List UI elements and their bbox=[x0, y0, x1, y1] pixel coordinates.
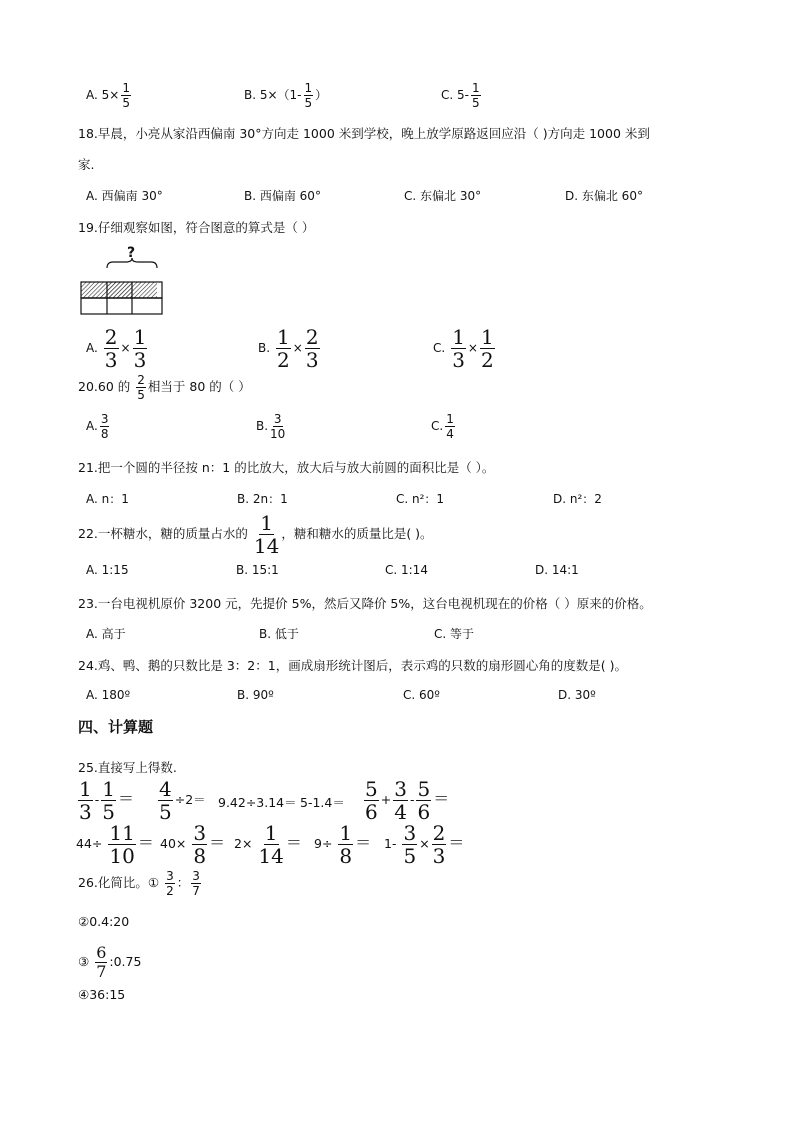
q26-stem bbox=[78, 870, 203, 897]
fraction bbox=[432, 823, 447, 866]
numerator: 2 bbox=[432, 821, 446, 845]
numerator: 6 bbox=[96, 943, 107, 962]
option-label: A. bbox=[86, 341, 98, 355]
fraction bbox=[133, 327, 148, 370]
denominator: 8 bbox=[193, 844, 207, 868]
operator: × bbox=[419, 836, 430, 851]
q23-option-b[interactable]: B. 低于 bbox=[259, 627, 299, 641]
q18-option-a[interactable]: A. 西偏南 30° bbox=[86, 189, 163, 203]
expr-pre: 40× bbox=[160, 836, 187, 851]
q17-option-a[interactable] bbox=[86, 82, 133, 109]
fraction bbox=[451, 327, 466, 370]
q25-stem: 25.直接写上得数. bbox=[78, 760, 177, 775]
denominator: 5 bbox=[471, 96, 480, 110]
operator: - bbox=[94, 792, 100, 807]
q18-option-d[interactable]: D. 东偏北 60° bbox=[565, 189, 643, 203]
numerator: 1 bbox=[102, 777, 115, 801]
denominator: 6 bbox=[365, 800, 378, 824]
q25-row1-expr4: 5-1.4＝ bbox=[300, 795, 345, 810]
option-suffix: ） bbox=[315, 88, 328, 102]
q22-stem-post: ，糖和糖水的质量比是( )。 bbox=[281, 526, 433, 541]
option-label: C. bbox=[433, 341, 446, 355]
q20-stem-pre: 20.60 的 bbox=[78, 379, 131, 394]
q18-option-b[interactable]: B. 西偏南 60° bbox=[244, 189, 321, 203]
option-label: B. bbox=[256, 419, 269, 433]
q20-option-b[interactable] bbox=[256, 413, 287, 440]
fraction bbox=[304, 82, 314, 109]
fraction bbox=[393, 779, 408, 822]
expr-pre: 9÷ bbox=[314, 836, 333, 851]
q25-row2-expr2 bbox=[160, 823, 225, 866]
double-shaded-section bbox=[107, 282, 132, 298]
numerator: 1 bbox=[480, 325, 494, 349]
numerator: 3 bbox=[193, 821, 207, 845]
denominator: 5 bbox=[304, 96, 313, 110]
denominator: 10 bbox=[109, 844, 135, 868]
denominator: 7 bbox=[96, 962, 107, 981]
operator: × bbox=[292, 341, 303, 355]
q24-option-c[interactable]: C. 60º bbox=[403, 688, 440, 702]
fraction bbox=[192, 823, 207, 866]
numerator: 3 bbox=[100, 412, 109, 426]
denominator: 2 bbox=[166, 884, 174, 898]
numerator: 3 bbox=[192, 869, 200, 883]
fraction bbox=[101, 779, 116, 822]
denominator: 14 bbox=[258, 844, 284, 868]
section-heading: 四、计算题 bbox=[78, 718, 154, 736]
option-label: C. 5- bbox=[441, 88, 469, 102]
denominator: 2 bbox=[277, 348, 290, 372]
operator: × bbox=[467, 341, 478, 355]
q19-option-c[interactable] bbox=[433, 327, 497, 370]
fraction bbox=[276, 327, 291, 370]
fraction bbox=[104, 327, 119, 370]
denominator: 8 bbox=[100, 427, 109, 441]
option-label: C. bbox=[431, 419, 444, 433]
option-label: A. 5× bbox=[86, 88, 120, 102]
q24-option-a[interactable]: A. 180º bbox=[86, 688, 131, 702]
q21-option-b[interactable]: B. 2n：1 bbox=[237, 492, 288, 506]
numerator: 1 bbox=[260, 511, 273, 535]
q23-stem: 23.一台电视机原价 3200 元，先提价 5%，然后又降价 5%，这台电视机现在的价格（ ）原来的价格。 bbox=[78, 596, 652, 611]
q22-stem-pre: 22.一杯糖水，糖的质量占水的 bbox=[78, 526, 248, 541]
q23-option-a[interactable]: A. 高于 bbox=[86, 627, 126, 641]
q26-item4: ④36:15 bbox=[78, 987, 126, 1002]
q21-option-a[interactable]: A. n：1 bbox=[86, 492, 129, 506]
fraction bbox=[100, 413, 110, 440]
equals: ＝ bbox=[117, 789, 134, 808]
q18-stem-line1: 18.早晨，小亮从家沿西偏南 30°方向走 1000 米到学校，晚上放学原路返回应沿（ )方向走 1000 米到 bbox=[78, 126, 650, 141]
numerator: 3 bbox=[273, 412, 282, 426]
numerator: 1 bbox=[446, 412, 454, 426]
q19-bar-diagram bbox=[76, 258, 166, 318]
q18-stem-line2: 家. bbox=[78, 157, 95, 172]
numerator: 1 bbox=[452, 325, 465, 349]
numerator: 3 bbox=[403, 821, 417, 845]
item-marker: ③ bbox=[78, 954, 90, 969]
fraction bbox=[338, 823, 353, 866]
q20-option-a[interactable] bbox=[86, 413, 111, 440]
ratio-separator: ： bbox=[176, 875, 190, 890]
denominator: 4 bbox=[394, 800, 407, 824]
numerator: 2 bbox=[305, 325, 319, 349]
denominator: 3 bbox=[305, 348, 319, 372]
numerator: 1 bbox=[339, 821, 353, 845]
denominator: 7 bbox=[192, 884, 200, 898]
fraction bbox=[416, 779, 431, 822]
q22-stem bbox=[78, 513, 433, 556]
numerator: 3 bbox=[166, 869, 174, 883]
denominator: 3 bbox=[79, 800, 92, 824]
denominator: 3 bbox=[104, 348, 118, 372]
denominator: 3 bbox=[432, 844, 446, 868]
numerator: 1 bbox=[304, 81, 313, 95]
denominator: 6 bbox=[417, 800, 431, 824]
q19-question-mark: ? bbox=[127, 245, 136, 261]
numerator: 2 bbox=[137, 373, 145, 387]
operator: × bbox=[120, 341, 131, 355]
q20-option-c[interactable] bbox=[431, 413, 457, 440]
q22-option-c[interactable]: C. 1:14 bbox=[385, 563, 428, 577]
denominator: 14 bbox=[253, 534, 280, 558]
denominator: 5 bbox=[102, 800, 115, 824]
fraction bbox=[136, 374, 146, 401]
q25-row1-expr2 bbox=[156, 779, 206, 822]
denominator: 3 bbox=[133, 348, 147, 372]
denominator: 10 bbox=[270, 427, 286, 441]
option-label: B. 5×（1- bbox=[244, 88, 302, 102]
fraction bbox=[191, 870, 201, 897]
q19-option-b[interactable] bbox=[258, 327, 322, 370]
q19-stem: 19.仔细观察如图，符合图意的算式是（ ） bbox=[78, 220, 315, 235]
q21-stem: 21.把一个圆的半径按 n：1 的比放大，放大后与放大前圆的面积比是（ ）。 bbox=[78, 460, 495, 475]
q25-row2-expr3 bbox=[234, 823, 302, 866]
numerator: 11 bbox=[109, 821, 135, 845]
q21-option-c[interactable]: C. n²：1 bbox=[396, 492, 445, 506]
numerator: 1 bbox=[79, 777, 92, 801]
equals: ＝ bbox=[355, 833, 372, 852]
denominator: 3 bbox=[452, 348, 465, 372]
q26-item2: ②0.4:20 bbox=[78, 914, 130, 929]
numerator: 1 bbox=[133, 325, 147, 349]
q18-option-c[interactable]: C. 东偏北 30° bbox=[404, 189, 482, 203]
q17-option-c[interactable] bbox=[441, 82, 483, 109]
q20-stem bbox=[78, 374, 251, 401]
brace-icon bbox=[107, 258, 157, 268]
q19-option-a[interactable] bbox=[86, 327, 149, 370]
denominator: 2 bbox=[480, 348, 494, 372]
fraction bbox=[445, 413, 455, 440]
fraction bbox=[95, 945, 107, 980]
expr-rest: ÷2＝ bbox=[174, 792, 206, 807]
fraction bbox=[270, 413, 285, 440]
q22-option-b[interactable]: B. 15:1 bbox=[236, 563, 279, 577]
equals: ＝ bbox=[137, 833, 154, 852]
fraction bbox=[258, 823, 283, 866]
q25-row1-expr3: 9.42÷3.14＝ bbox=[218, 795, 297, 810]
numerator: 3 bbox=[394, 777, 407, 801]
fraction bbox=[402, 823, 417, 866]
numerator: 1 bbox=[122, 81, 130, 95]
equals: ＝ bbox=[448, 833, 465, 852]
fraction bbox=[254, 513, 279, 556]
numerator: 5 bbox=[365, 777, 378, 801]
denominator: 8 bbox=[339, 844, 353, 868]
numerator: 2 bbox=[104, 325, 118, 349]
fraction bbox=[121, 82, 131, 109]
q25-row2-expr4 bbox=[314, 823, 371, 866]
fraction bbox=[78, 779, 93, 822]
q25-row1-expr1 bbox=[76, 779, 134, 822]
option-label: A. bbox=[86, 419, 98, 433]
expr-pre: 44÷ bbox=[76, 836, 103, 851]
operator: + bbox=[380, 792, 392, 807]
q24-stem: 24.鸡、鸭、鹅的只数比是 3：2：1，画成扇形统计图后，表示鸡的只数的扇形圆心角的度数是( )。 bbox=[78, 658, 627, 673]
q22-option-d[interactable]: D. 14:1 bbox=[535, 563, 579, 577]
fraction bbox=[305, 327, 320, 370]
fraction bbox=[480, 327, 495, 370]
expr-pre: 1- bbox=[384, 836, 397, 851]
fraction bbox=[165, 870, 175, 897]
q23-option-c[interactable]: C. 等于 bbox=[434, 627, 475, 641]
equals: ＝ bbox=[285, 833, 302, 852]
q24-option-b[interactable]: B. 90º bbox=[237, 688, 274, 702]
fraction bbox=[471, 82, 481, 109]
equals: ＝ bbox=[433, 789, 450, 808]
option-label: B. bbox=[258, 341, 271, 355]
q26-item3 bbox=[78, 945, 141, 980]
q17-option-b[interactable] bbox=[244, 82, 327, 109]
fraction bbox=[158, 779, 173, 822]
numerator: 5 bbox=[417, 777, 431, 801]
q24-option-d[interactable]: D. 30º bbox=[558, 688, 596, 702]
operator: - bbox=[409, 792, 415, 807]
numerator: 4 bbox=[159, 777, 172, 801]
q21-option-d[interactable]: D. n²：2 bbox=[553, 492, 602, 506]
denominator: 4 bbox=[446, 427, 454, 441]
numerator: 1 bbox=[264, 821, 278, 845]
numerator: 1 bbox=[277, 325, 290, 349]
q22-option-a[interactable]: A. 1:15 bbox=[86, 563, 129, 577]
q26-stem-text: 26.化简比。① bbox=[78, 875, 160, 890]
q20-stem-post: 相当于 80 的（ ） bbox=[147, 379, 251, 394]
item-rest: :0.75 bbox=[109, 954, 142, 969]
equals: ＝ bbox=[209, 833, 226, 852]
fraction bbox=[364, 779, 379, 822]
expr-pre: 2× bbox=[234, 836, 253, 851]
q25-row1-expr5 bbox=[362, 779, 449, 822]
q25-row2-expr5 bbox=[384, 823, 464, 866]
fraction bbox=[108, 823, 135, 866]
q25-row2-expr1 bbox=[76, 823, 154, 866]
denominator: 5 bbox=[137, 388, 145, 402]
denominator: 5 bbox=[122, 96, 130, 110]
bar-lower bbox=[81, 298, 162, 314]
denominator: 5 bbox=[403, 844, 417, 868]
denominator: 5 bbox=[159, 800, 172, 824]
numerator: 1 bbox=[471, 81, 480, 95]
